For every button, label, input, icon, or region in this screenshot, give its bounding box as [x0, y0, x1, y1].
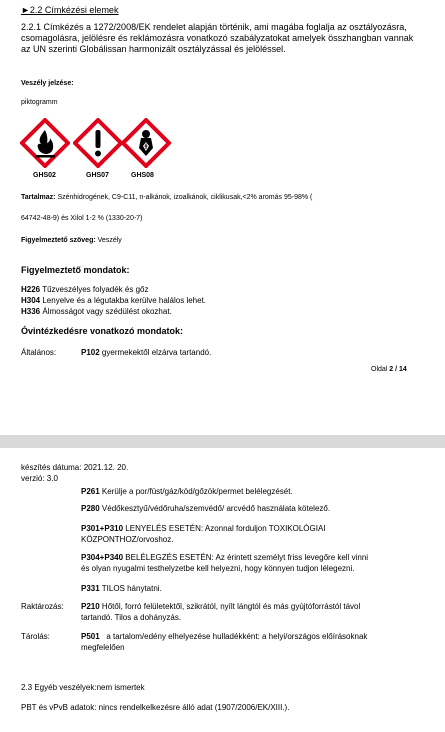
health-hazard-icon — [121, 118, 171, 168]
warnings-heading: Figyelmeztető mondatok: — [21, 265, 130, 275]
contents-line-2: 64742-48-9) és Xilol 1-2 % (1330-20-7) — [21, 215, 143, 222]
p210-statement: P210 Hőtől, forró felületektől, szikrától, nyílt lángtól és más gyújtóforrástól távol — [81, 602, 361, 611]
pictogram-code: GHS02 — [33, 172, 56, 179]
h226-statement: H226 Tűzveszélyes folyadék és gőz — [21, 285, 149, 294]
p102-statement: P102 gyermekektől elzárva tartandó. — [81, 348, 212, 357]
contents-line-1 — [21, 194, 312, 201]
p304-statement-cont: és olyan nyugalmi testhelyzetbe kell helyezni, hogy könnyen tudjon lélegezni. — [81, 564, 355, 573]
page-number: Oldal 2 / 14 — [371, 366, 407, 373]
p301-statement: P301+P310 LENYELÉS ESETÉN: Azonnal forduljon TOXIKOLÓGIAI — [81, 524, 326, 533]
hazard-label: Veszély jelzése: — [21, 80, 74, 87]
signal-label: Figyelmeztető szöveg: — [21, 237, 96, 244]
contents-text: Szénhidrogének, C9-C11, n-alkánok, izoalkánok, ciklikusak,<2% aromás 95-98% ( — [57, 194, 313, 201]
disposal-label: Tárolás: — [21, 632, 50, 641]
p331-statement: P331 TILOS hánytatni. — [81, 584, 162, 593]
labelling-intro: 2.2.1 Címkézés a 1272/2008/EK rendelet alapján történik, ami magába foglalja az osztályozásra, csomagolásra, jelölésre és reklámozásra vonatkozó szabályzatokat amelyek összhangban vannak az UN szerinti Globálissan harmonizált osztályzással és jelöléssel. — [21, 22, 414, 54]
page-separator — [0, 435, 445, 448]
signal-word — [21, 237, 122, 244]
p261-statement: P261 Kerülje a por/füst/gáz/köd/gőzök/permet belélegzését. — [81, 487, 293, 496]
signal-value: Veszély — [97, 237, 122, 244]
p301-statement-cont: KÖZPONTHOZ/orvoshoz. — [81, 535, 174, 544]
section-heading: ►2.2 Címkézési elemek — [21, 5, 119, 15]
other-hazards: 2.3 Egyéb veszélyek:nem ismertek — [21, 683, 145, 692]
p210-statement-cont: tartandó. Tilos a dohányzás. — [81, 613, 182, 622]
pictogram-code: GHS08 — [131, 172, 154, 179]
p501-statement-cont: megfelelően — [81, 643, 125, 652]
pictogram-label: piktogramm — [21, 99, 58, 106]
flame-icon — [20, 118, 70, 168]
exclamation-icon — [73, 118, 123, 168]
contents-label: Tartalmaz: — [21, 194, 56, 201]
pbt-info: PBT és vPvB adatok: nincs rendelkelkezésre álló adat (1907/2006/EK/XIII.). — [21, 703, 290, 712]
p501-statement: P501 a tartalom/edény elhelyezése hulladékként: a helyi/országos előírásoknak — [81, 632, 368, 641]
pictogram-code: GHS07 — [86, 172, 109, 179]
p304-statement: P304+P340 BELÉLEGZÉS ESETÉN: Az érintett személyt friss levegőre kell vinni — [81, 553, 369, 562]
creation-date: készítés dátuma: 2021.12. 20. — [21, 463, 129, 472]
h304-statement: H304 Lenyelve és a légutakba kerülve halálos lehet. — [21, 296, 207, 305]
general-label: Általános: — [21, 348, 57, 357]
p280-statement: P280 Védőkesztyű/védőruha/szemvédő/ arcvédő használata kötelező. — [81, 504, 331, 513]
version: verzió: 3.0 — [21, 474, 58, 483]
storage-label: Raktározás: — [21, 602, 64, 611]
precautions-heading: Óvintézkedésre vonatkozó mondatok: — [21, 326, 184, 336]
h336-statement: H336 Álmosságot vagy szédülést okozhat. — [21, 307, 172, 316]
